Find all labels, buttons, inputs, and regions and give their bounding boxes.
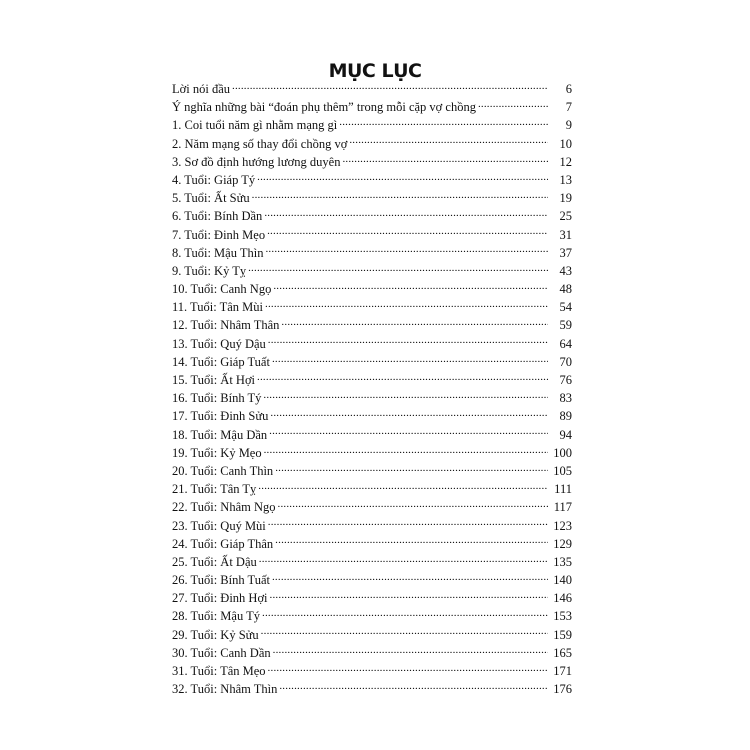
- dot-leader: [265, 299, 548, 311]
- toc-entry: [172, 535, 572, 553]
- dot-leader: [272, 354, 548, 366]
- toc-entry: [172, 571, 572, 589]
- toc-entry-label: 18. Tuổi: Mậu Dần: [172, 427, 268, 442]
- toc-entry-label: 22. Tuổi: Nhâm Ngọ: [172, 500, 276, 515]
- dot-leader: [264, 445, 548, 457]
- toc-entry-page-number: 129: [553, 536, 572, 551]
- toc-entry-label: 3. Sơ đồ định hướng lương duyên: [172, 154, 341, 169]
- toc-entry-label: 2. Năm mạng số thay đổi chồng vợ: [172, 136, 348, 151]
- toc-entry-label: 12. Tuổi: Nhâm Thân: [172, 318, 280, 333]
- toc-entry-page-number: 64: [559, 336, 572, 351]
- toc-entry: [172, 226, 572, 244]
- toc-entry-page-number: 54: [559, 300, 572, 315]
- toc-entry-page-number: 176: [553, 682, 572, 697]
- dot-leader: [272, 572, 548, 584]
- dot-leader: [278, 499, 549, 511]
- toc-entry-page-number: 83: [559, 391, 572, 406]
- toc-entry-label: 26. Tuổi: Bính Tuất: [172, 573, 270, 588]
- dot-leader: [265, 245, 548, 257]
- toc-entry: [172, 371, 572, 389]
- toc-entry-page-number: 111: [554, 482, 572, 497]
- toc-entry: [172, 553, 572, 571]
- dot-leader: [339, 117, 548, 129]
- toc-entry-page-number: 6: [565, 82, 572, 96]
- toc-entry: [172, 407, 572, 425]
- toc-entry-page-number: 171: [553, 664, 572, 678]
- toc-entry-label: Ý nghĩa những bài “đoán phụ thêm” trong mỗi cặp vợ chồng: [172, 100, 476, 115]
- toc-entry-label: 14. Tuổi: Giáp Tuất: [172, 354, 270, 369]
- toc-entry-label: 9. Tuổi: Kỷ Tỵ: [172, 263, 247, 278]
- dot-leader: [257, 372, 548, 384]
- toc-entry-label: 16. Tuổi: Bính Tý: [172, 391, 262, 406]
- toc-entry: [172, 607, 572, 625]
- toc-entry: [172, 662, 572, 680]
- page-title: MỤC LỤC: [328, 60, 422, 82]
- toc-entry-label: Lời nói đầu: [172, 82, 230, 96]
- toc-entry: [172, 680, 572, 698]
- dot-leader: [342, 154, 548, 166]
- toc-entry-page-number: 37: [559, 245, 572, 260]
- toc-entry: [172, 153, 572, 171]
- toc-entry-label: 8. Tuổi: Mậu Thìn: [172, 245, 264, 260]
- toc-entry-page-number: 135: [553, 554, 572, 569]
- toc-entry: [172, 262, 572, 280]
- toc-entry-page-number: 9: [565, 118, 572, 133]
- toc-entry-page-number: 7: [565, 100, 572, 115]
- dot-leader: [478, 99, 548, 111]
- table-of-contents: [172, 80, 572, 698]
- toc-entry: [172, 207, 572, 225]
- toc-entry-label: 10. Tuổi: Canh Ngọ: [172, 282, 272, 297]
- toc-entry-label: 29. Tuổi: Kỷ Sửu: [172, 627, 259, 642]
- dot-leader: [273, 645, 548, 657]
- dot-leader: [273, 281, 548, 293]
- dot-leader: [279, 681, 548, 693]
- toc-entry: [172, 462, 572, 480]
- toc-entry-label: 19. Tuổi: Kỷ Mẹo: [172, 445, 262, 460]
- toc-entry-page-number: 43: [559, 263, 572, 278]
- toc-entry-label: 15. Tuổi: Ất Hợi: [172, 373, 256, 387]
- toc-entry-page-number: 70: [559, 354, 572, 369]
- toc-entry-label: 20. Tuổi: Canh Thìn: [172, 463, 274, 478]
- toc-entry-page-number: 94: [559, 427, 572, 442]
- toc-entry-page-number: 105: [553, 463, 572, 478]
- toc-entry: [172, 335, 572, 353]
- dot-leader: [252, 190, 548, 202]
- toc-entry: [172, 116, 572, 134]
- toc-entry-label: 1. Coi tuổi năm gì nhằm mạng gì: [172, 118, 338, 133]
- toc-entry-page-number: 89: [559, 409, 572, 424]
- toc-entry: [172, 498, 572, 516]
- toc-entry: [172, 480, 572, 498]
- toc-entry-page-number: 48: [559, 282, 572, 297]
- toc-entry-label: 32. Tuổi: Nhâm Thìn: [172, 682, 278, 697]
- toc-entry: [172, 135, 572, 153]
- toc-entry: [172, 626, 572, 644]
- toc-entry-label: 31. Tuổi: Tân Mẹo: [172, 664, 266, 678]
- toc-entry: [172, 517, 572, 535]
- dot-leader: [268, 663, 548, 675]
- dot-leader: [248, 263, 548, 275]
- dot-leader: [267, 227, 548, 239]
- toc-entry-label: 13. Tuổi: Quý Dậu: [172, 336, 266, 351]
- toc-entry: [172, 80, 572, 98]
- toc-entry-label: 7. Tuổi: Đinh Mẹo: [172, 227, 266, 242]
- toc-entry-label: 28. Tuổi: Mậu Tý: [172, 609, 260, 624]
- toc-entry: [172, 426, 572, 444]
- toc-entry-page-number: 153: [553, 609, 572, 624]
- toc-entry: [172, 644, 572, 662]
- toc-entry: [172, 353, 572, 371]
- toc-entry: [172, 98, 572, 116]
- toc-entry-label: 17. Tuổi: Đinh Sửu: [172, 409, 269, 424]
- toc-entry: [172, 171, 572, 189]
- dot-leader: [261, 627, 548, 639]
- dot-leader: [259, 554, 548, 566]
- toc-entry-page-number: 19: [559, 191, 572, 206]
- dot-leader: [268, 336, 548, 348]
- dot-leader: [257, 172, 548, 184]
- toc-entry-page-number: 146: [553, 591, 572, 606]
- toc-entry-label: 6. Tuổi: Bính Dần: [172, 209, 263, 224]
- dot-leader: [281, 317, 548, 329]
- toc-entry-page-number: 31: [559, 227, 572, 242]
- toc-entry-label: 30. Tuổi: Canh Dần: [172, 645, 271, 660]
- toc-entry-page-number: 12: [559, 154, 572, 169]
- toc-entry: [172, 589, 572, 607]
- toc-entry-page-number: 25: [559, 209, 572, 224]
- toc-entry-page-number: 123: [553, 518, 572, 533]
- toc-entry: [172, 244, 572, 262]
- toc-entry-page-number: 140: [553, 573, 572, 588]
- toc-entry-label: 23. Tuổi: Quý Mùi: [172, 518, 266, 533]
- toc-entry-page-number: 10: [559, 136, 572, 151]
- dot-leader: [232, 81, 548, 93]
- dot-leader: [264, 208, 548, 220]
- dot-leader: [270, 590, 548, 602]
- toc-entry: [172, 189, 572, 207]
- toc-entry-label: 4. Tuổi: Giáp Tý: [172, 172, 256, 187]
- dot-leader: [262, 608, 548, 620]
- toc-entry: [172, 280, 572, 298]
- toc-entry-label: 21. Tuổi: Tân Tỵ: [172, 482, 257, 497]
- toc-entry-page-number: 165: [553, 645, 572, 660]
- toc-entry: [172, 298, 572, 316]
- dot-leader: [275, 463, 548, 475]
- toc-entry-page-number: 76: [559, 373, 572, 387]
- dot-leader: [263, 390, 548, 402]
- dot-leader: [258, 481, 548, 493]
- toc-entry: [172, 389, 572, 407]
- toc-entry: [172, 316, 572, 334]
- toc-entry-label: 27. Tuổi: Đinh Hợi: [172, 591, 268, 606]
- dot-leader: [275, 536, 548, 548]
- toc-entry-label: 5. Tuổi: Ất Sửu: [172, 191, 250, 206]
- toc-entry-label: 24. Tuổi: Giáp Thân: [172, 536, 274, 551]
- dot-leader: [270, 408, 548, 420]
- dot-leader: [349, 136, 548, 148]
- dot-leader: [268, 518, 548, 530]
- toc-entry-page-number: 100: [553, 445, 572, 460]
- toc-entry-page-number: 13: [559, 172, 572, 187]
- toc-entry-page-number: 117: [553, 500, 572, 515]
- toc-entry: [172, 444, 572, 462]
- toc-entry-label: 25. Tuổi: Ất Dậu: [172, 554, 257, 569]
- toc-entry-page-number: 159: [553, 627, 572, 642]
- dot-leader: [269, 427, 548, 439]
- toc-entry-page-number: 59: [559, 318, 572, 333]
- toc-entry-label: 11. Tuổi: Tân Mùi: [172, 300, 263, 315]
